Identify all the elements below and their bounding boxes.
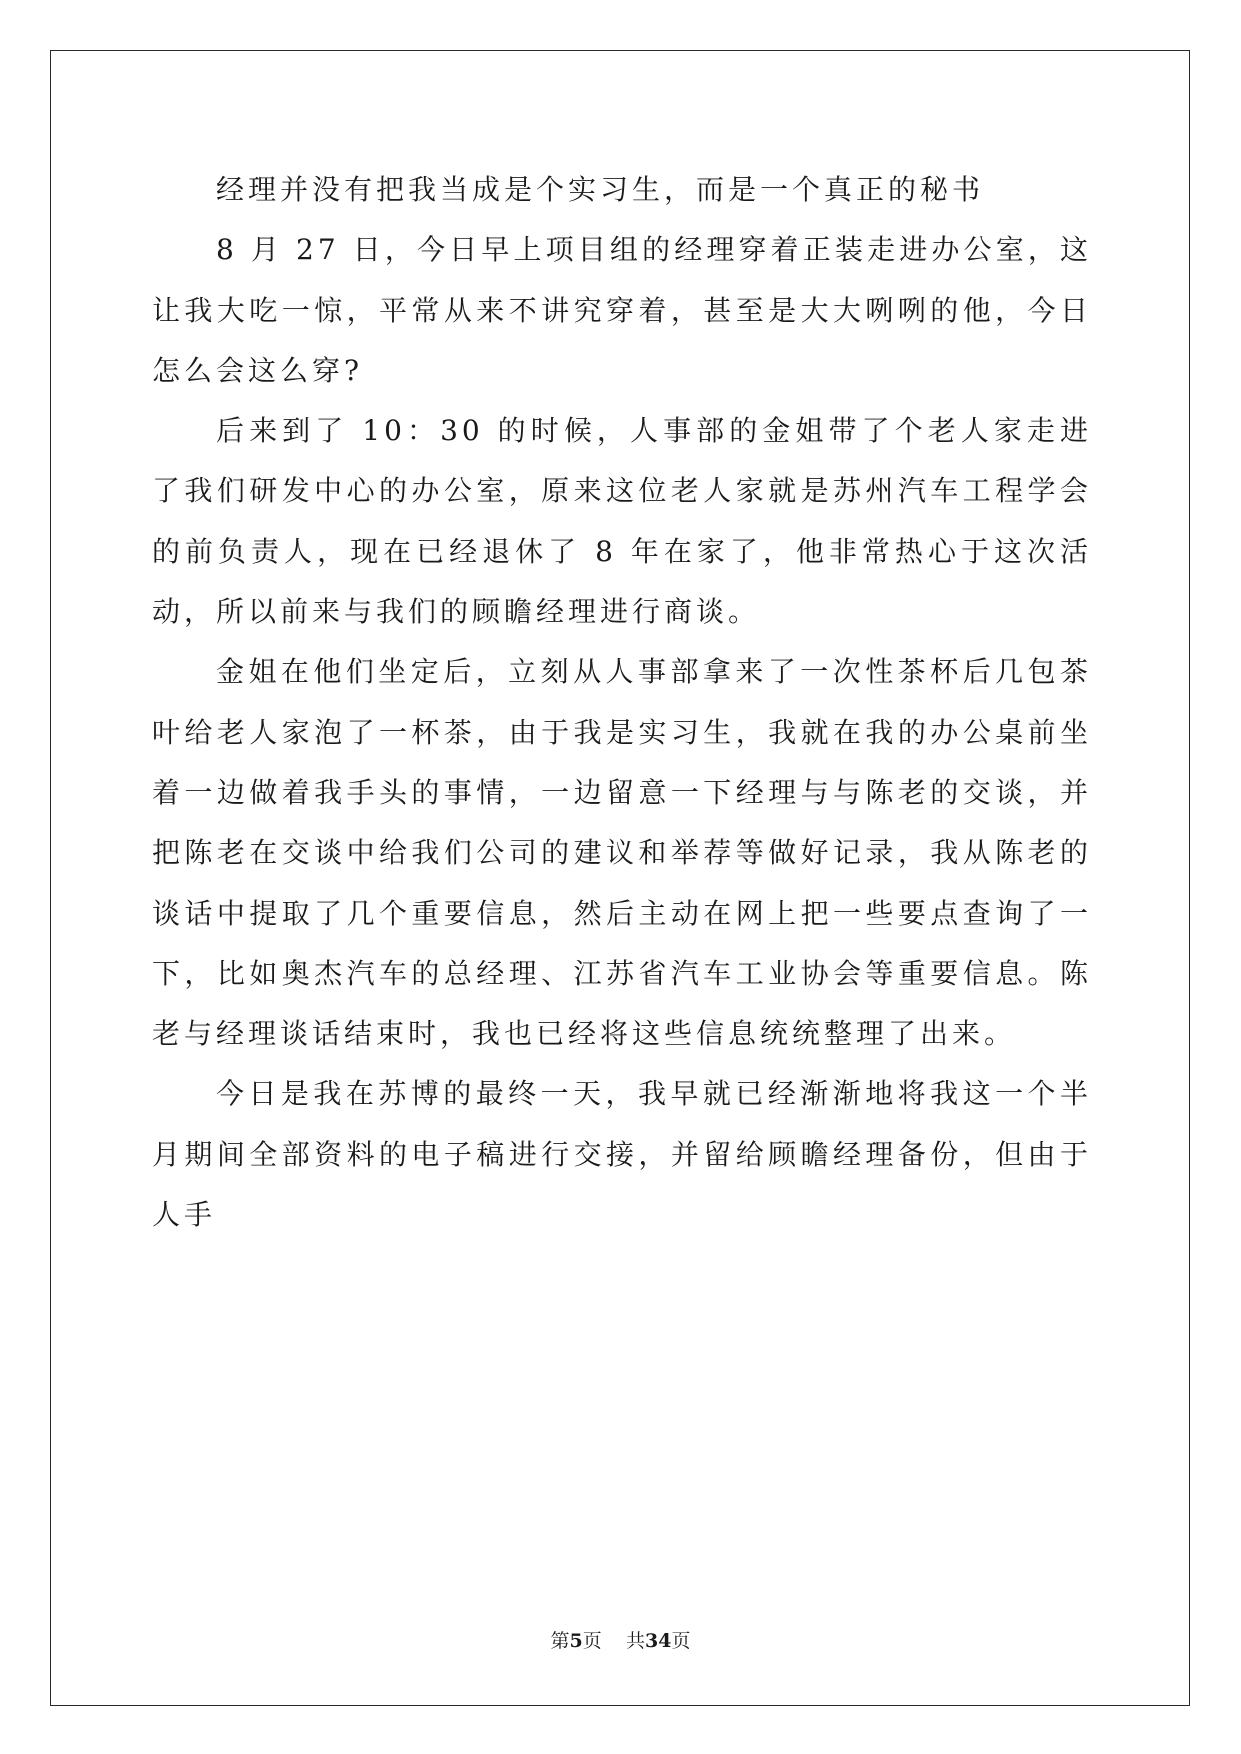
page-number: 5 [569, 1630, 583, 1652]
total-pages: 34 [644, 1630, 672, 1652]
paragraph-4: 金姐在他们坐定后，立刻从人事部拿来了一次性茶杯后几包茶叶给老人家泡了一杯茶，由于我是实习生，我就在我的办公桌前坐着一边做着我手头的事情，一边留意一下经理与与陈老的交谈，并把陈老在交谈中给我们公司的建议和举荐等做好记录，我从陈老的谈话中提取了几个重要信息，然后主动在网上把一些要点查询了一下，比如奥杰汽车的总经理、江苏省汽车工业协会等重要信息。陈老与经理谈话结束时，我也已经将这些信息统统整理了出来。 [152, 655, 1092, 1051]
total-prefix: 共 [625, 1630, 645, 1652]
paragraph-5: 今日是我在苏博的最终一天，我早就已经渐渐地将我这一个半月期间全部资料的电子稿进行交接，并留给顾瞻经理备份，但由于人手 [152, 1077, 1092, 1232]
paragraph-2: 8 月 27 日，今日早上项目组的经理穿着正装走进办公室，这让我大吃一惊，平常从来不讲究穿着，甚至是大大咧咧的他，今日怎么会这么穿? [152, 233, 1092, 387]
page-suffix: 页 [582, 1630, 602, 1652]
paragraph-3: 后来到了 10：30 的时候，人事部的金姐带了个老人家走进了我们研发中心的办公室，原来这位老人家就是苏州汽车工程学会的前负责人，现在已经退休了 8 年在家了，他非常热心于这次活动，所以前来与我们的顾瞻经理进行商谈。 [152, 414, 1092, 629]
document-body [152, 160, 1092, 1245]
page-footer [0, 1626, 1241, 1653]
paragraph-1: 经理并没有把我当成是个实习生，而是一个真正的秘书 [216, 173, 985, 206]
total-suffix: 页 [671, 1630, 691, 1652]
page-prefix: 第 [550, 1630, 570, 1652]
